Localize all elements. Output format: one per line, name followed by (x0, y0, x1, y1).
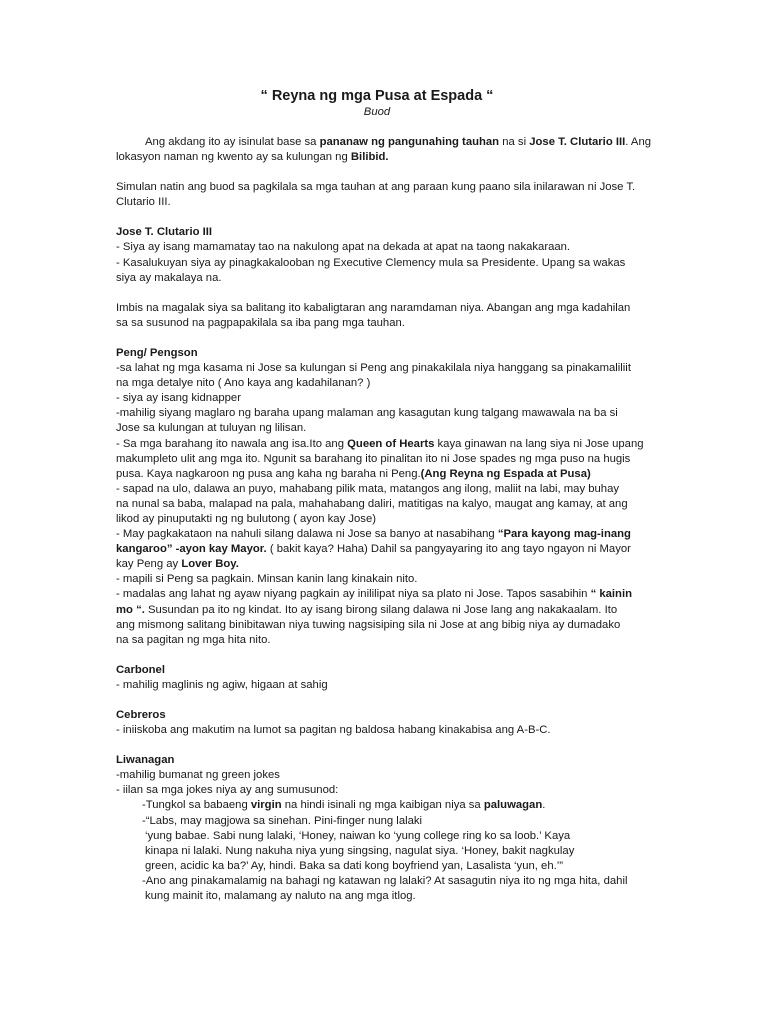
character-section (116, 708, 656, 738)
section-line (116, 814, 656, 829)
section-line (116, 512, 656, 527)
text-run: Simulan natin ang buod sa pagkilala sa mga tauhan at ang paraan kung paano sila inilarawan ni Jose T. Clutario III. (116, 181, 636, 209)
section-line (116, 527, 656, 542)
text-run: - sapad na ulo, dalawa an puyo, mahabang pilik mata, matangos ang ilong, maliit na labi, may buhay (116, 482, 620, 495)
text-run: pusa. Kaya nagkaroon ng pusa ang kaha ng baraha ni Peng. (116, 467, 421, 480)
section-line (116, 783, 656, 798)
section-line (116, 301, 656, 316)
bold-text: Bilibid. (350, 151, 389, 164)
section-line (116, 557, 656, 572)
text-run: - siya ay isang kidnapper (116, 392, 241, 405)
character-sections (116, 225, 656, 904)
bold-text: “ kainin (590, 588, 632, 601)
text-run: -“Labs, may magjowa sa sinehan. Pini-finger nung lalaki (142, 814, 423, 827)
section-line (116, 768, 656, 783)
bold-text: virgin (250, 799, 282, 812)
section-line (116, 256, 656, 271)
text-run: - Kasalukuyan siya ay pinagkakalooban ng Executive Clemency mula sa Presidente. Upang sa wakas (116, 256, 626, 269)
section-line (116, 829, 656, 844)
section-line (116, 618, 656, 633)
text-run: - madalas ang lahat ng ayaw niyang pagkain ay inililipat niya sa plato ni Jose. Tapos sasabihin (116, 588, 591, 601)
section-line (116, 406, 656, 421)
intro-block (116, 135, 656, 210)
text-run: . (542, 799, 546, 812)
intro-paragraph (116, 180, 656, 210)
section-line (116, 844, 656, 859)
text-run: sa sa susunod na pagpapakilala sa iba pang mga tauhan. (116, 316, 405, 329)
text-run: - mahilig maglinis ng agiw, higaan at sahig (116, 678, 328, 691)
section-line (116, 572, 656, 587)
text-run: makumpleto ulit ang mga ito. Ngunit sa barahang ito pinalitan ito ni Jose spades ng mga puso na hugis (116, 452, 631, 465)
text-run: Jose sa kulungan at tuluyan ng lilisan. (116, 422, 307, 435)
section-line (116, 874, 656, 889)
bold-text: Jose T. Clutario III (529, 136, 626, 148)
text-run: ‘yung babae. Sabi nung lalaki, ‘Honey, naiwan ko ‘yung college ring ko sa loob.’ Kaya (145, 829, 571, 842)
bold-text: kangaroo” -ayon kay Mayor. (116, 543, 267, 556)
text-run: ang mismong salitang binibitawan niya tuwing nagsisiping sila ni Jose at ang bibig niya ay dumadako (116, 618, 621, 631)
section-line (116, 859, 656, 874)
text-run: na sa pagitan ng mga hita nito. (116, 633, 271, 646)
bold-text: Lover Boy. (181, 558, 239, 571)
section-line (116, 452, 656, 467)
character-section (116, 301, 656, 331)
text-run: - iniiskoba ang makutim na lumot sa pagitan ng baldosa habang kinakabisa ang A-B-C. (116, 724, 551, 737)
text-run: - May pagkakataon na nahuli silang dalawa ni Jose sa banyo at nasabihang (116, 528, 498, 541)
section-line (116, 889, 656, 904)
section-line (116, 467, 656, 482)
character-section (116, 663, 656, 693)
text-run: green, acidic ka ba?’ Ay, hindi. Baka sa dati kong boyfriend yan, Lasalista ‘yun, eh.’” (145, 859, 564, 872)
section-line (116, 316, 656, 331)
character-section (116, 346, 656, 648)
section-line (116, 391, 656, 406)
text-run: - Sa mga barahang ito nawala ang isa.Ito ang (116, 437, 348, 450)
section-heading: Peng/ Pengson (116, 346, 198, 359)
text-run: . Ang lokasyon naman ng kwento ay sa kulungan ng (116, 136, 652, 164)
section-line (116, 633, 656, 648)
section-line (116, 482, 656, 497)
section-line (116, 421, 656, 436)
text-run: - mapili si Peng sa pagkain. Minsan kanin lang kinakain nito. (116, 573, 418, 586)
text-run: na si (499, 136, 530, 148)
text-run: kay Peng ay (116, 558, 182, 571)
section-line (116, 376, 656, 391)
text-run: Imbis na magalak siya sa balitang ito kabaligtaran ang naramdaman niya. Abangan ang mga kadahilan (116, 301, 631, 314)
text-run: siya ay makalaya na. (116, 271, 222, 284)
section-heading: Jose T. Clutario III (116, 226, 213, 239)
text-run: - Siya ay isang mamamatay tao na nakulong apat na dekada at apat na taong nakakaraan. (116, 241, 571, 254)
section-line (116, 678, 656, 693)
section-line (116, 497, 656, 512)
character-section (116, 225, 656, 285)
section-line (116, 271, 656, 286)
text-run: na hindi isinali ng mga kaibigan niya sa (281, 799, 484, 812)
section-line (116, 587, 656, 602)
section-line (116, 542, 656, 557)
section-line (116, 437, 656, 452)
text-run: -sa lahat ng mga kasama ni Jose sa kulungan si Peng ang pinakakilala niya hanggang sa pinakamaliliit (116, 362, 631, 375)
bold-text: Queen of Hearts (347, 437, 435, 450)
character-section (116, 753, 656, 904)
text-run: -mahilig bumanat ng green jokes (116, 769, 280, 782)
document-body (116, 87, 656, 919)
text-run: Susundan pa ito ng kindat. Ito ay isang birong silang dalawa ni Jose lang ang nakakaalam. Ito (144, 603, 618, 616)
section-line (116, 240, 656, 255)
bold-text: “Para kayong mag-inang (497, 528, 631, 541)
text-run: Ang akdang ito ay isinulat base sa (145, 136, 320, 148)
text-run: kinapa ni lalaki. Nung nakuha niya yung singsing, nagulat siya. ‘Honey, bakit nagkulay (145, 844, 575, 857)
document-subtitle: Buod (363, 106, 391, 118)
text-run: - iilan sa mga jokes niya ay ang sumusunod: (116, 784, 339, 797)
text-run: ( bakit kaya? Haha) Dahil sa pangyayaring ito ang tayo ngayon ni Mayor (266, 543, 631, 556)
text-run: -mahilig siyang maglaro ng baraha upang malaman ang kasagutan kung talgang mawawala na ba si (116, 407, 618, 420)
section-line (116, 798, 656, 813)
bold-text: (Ang Reyna ng Espada at Pusa) (420, 467, 591, 480)
section-heading: Carbonel (116, 663, 165, 676)
text-run: na mga detalye nito ( Ano kaya ang kadahilanan? ) (116, 377, 371, 390)
text-run: likod ay pinuputakti ng ng bulutong ( ayon kay Jose) (116, 512, 376, 525)
section-line (116, 361, 656, 376)
text-run: kung mainit ito, malamang ay naluto na ang mga itlog. (145, 890, 416, 903)
text-run: kaya ginawan na lang siya ni Jose upang (434, 437, 644, 450)
bold-text: pananaw ng pangunahing tauhan (319, 136, 500, 148)
intro-paragraph (116, 135, 656, 165)
text-run: -Ano ang pinakamalamig na bahagi ng katawan ng lalaki? At sasagutin niya ito ng mga hita, dahil (142, 874, 628, 887)
section-heading: Cebreros (116, 709, 166, 721)
section-heading: Liwanagan (116, 754, 175, 767)
section-line (116, 723, 656, 738)
text-run: na nunal sa baba, malapad na pala, mahahabang daliri, matitigas na kalyo, maugat ang kamay, at ang (116, 497, 628, 510)
section-line (116, 603, 656, 618)
bold-text: paluwagan (483, 799, 543, 812)
document-title: “ Reyna ng mga Pusa at Espada “ (260, 88, 494, 104)
text-run: -Tungkol sa babaeng (142, 799, 251, 812)
bold-text: mo “. (116, 603, 145, 616)
